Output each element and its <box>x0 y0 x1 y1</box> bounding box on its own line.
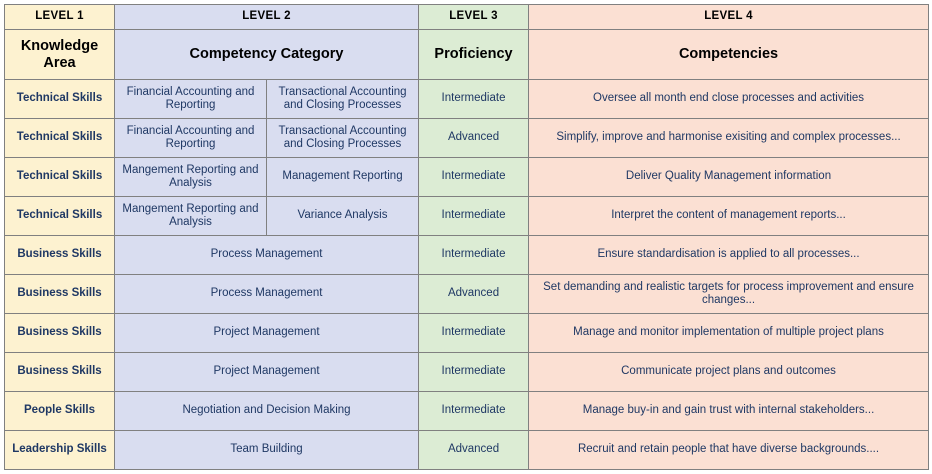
proficiency-cell: Intermediate <box>419 158 529 197</box>
proficiency-cell: Advanced <box>419 119 529 158</box>
table-row <box>5 197 929 236</box>
table-row <box>5 275 929 314</box>
category-merged-cell: Project Management <box>115 353 419 392</box>
proficiency-cell: Intermediate <box>419 353 529 392</box>
level-1-header: LEVEL 1 <box>5 5 115 30</box>
category-merged-cell: Project Management <box>115 314 419 353</box>
category-a-cell: Mangement Reporting and Analysis <box>115 158 267 197</box>
category-merged-cell: Process Management <box>115 236 419 275</box>
knowledge-area-cell: Business Skills <box>5 236 115 275</box>
proficiency-cell: Intermediate <box>419 314 529 353</box>
level-4-header: LEVEL 4 <box>529 5 929 30</box>
competency-matrix-table <box>4 4 929 470</box>
knowledge-area-cell: Technical Skills <box>5 119 115 158</box>
competency-cell: Set demanding and realistic targets for process improvement and ensure changes... <box>529 275 929 314</box>
proficiency-cell: Advanced <box>419 431 529 470</box>
knowledge-area-cell: Technical Skills <box>5 80 115 119</box>
proficiency-cell: Intermediate <box>419 80 529 119</box>
competency-cell: Deliver Quality Management information <box>529 158 929 197</box>
competencies-title: Competencies <box>529 30 929 80</box>
competency-cell: Recruit and retain people that have diverse backgrounds.... <box>529 431 929 470</box>
competency-cell: Simplify, improve and harmonise exisiting and complex processes... <box>529 119 929 158</box>
knowledge-area-cell: Technical Skills <box>5 197 115 236</box>
knowledge-area-cell: Business Skills <box>5 275 115 314</box>
table-row <box>5 431 929 470</box>
category-b-cell: Variance Analysis <box>267 197 419 236</box>
table-row <box>5 119 929 158</box>
competency-cell: Communicate project plans and outcomes <box>529 353 929 392</box>
knowledge-area-cell: People Skills <box>5 392 115 431</box>
category-merged-cell: Negotiation and Decision Making <box>115 392 419 431</box>
table-row <box>5 353 929 392</box>
category-a-cell: Financial Accounting and Reporting <box>115 119 267 158</box>
table-row <box>5 314 929 353</box>
competency-category-title: Competency Category <box>115 30 419 80</box>
category-merged-cell: Team Building <box>115 431 419 470</box>
competency-cell: Oversee all month end close processes and activities <box>529 80 929 119</box>
knowledge-area-cell: Technical Skills <box>5 158 115 197</box>
proficiency-cell: Intermediate <box>419 392 529 431</box>
category-b-cell: Management Reporting <box>267 158 419 197</box>
table-row <box>5 80 929 119</box>
knowledge-area-cell: Leadership Skills <box>5 431 115 470</box>
category-a-cell: Mangement Reporting and Analysis <box>115 197 267 236</box>
category-a-cell: Financial Accounting and Reporting <box>115 80 267 119</box>
knowledge-area-cell: Business Skills <box>5 314 115 353</box>
knowledge-area-cell: Business Skills <box>5 353 115 392</box>
competency-cell: Interpret the content of management reports... <box>529 197 929 236</box>
category-b-cell: Transactional Accounting and Closing Processes <box>267 80 419 119</box>
table-row <box>5 392 929 431</box>
competency-cell: Ensure standardisation is applied to all processes... <box>529 236 929 275</box>
column-title-row <box>5 30 929 80</box>
proficiency-cell: Intermediate <box>419 236 529 275</box>
competency-cell: Manage buy-in and gain trust with internal stakeholders... <box>529 392 929 431</box>
level-header-row <box>5 5 929 30</box>
category-merged-cell: Process Management <box>115 275 419 314</box>
category-b-cell: Transactional Accounting and Closing Processes <box>267 119 419 158</box>
proficiency-cell: Advanced <box>419 275 529 314</box>
proficiency-cell: Intermediate <box>419 197 529 236</box>
table-row <box>5 158 929 197</box>
knowledge-area-title: Knowledge Area <box>5 30 115 80</box>
level-3-header: LEVEL 3 <box>419 5 529 30</box>
proficiency-title: Proficiency <box>419 30 529 80</box>
table-row <box>5 236 929 275</box>
competency-cell: Manage and monitor implementation of multiple project plans <box>529 314 929 353</box>
level-2-header: LEVEL 2 <box>115 5 419 30</box>
